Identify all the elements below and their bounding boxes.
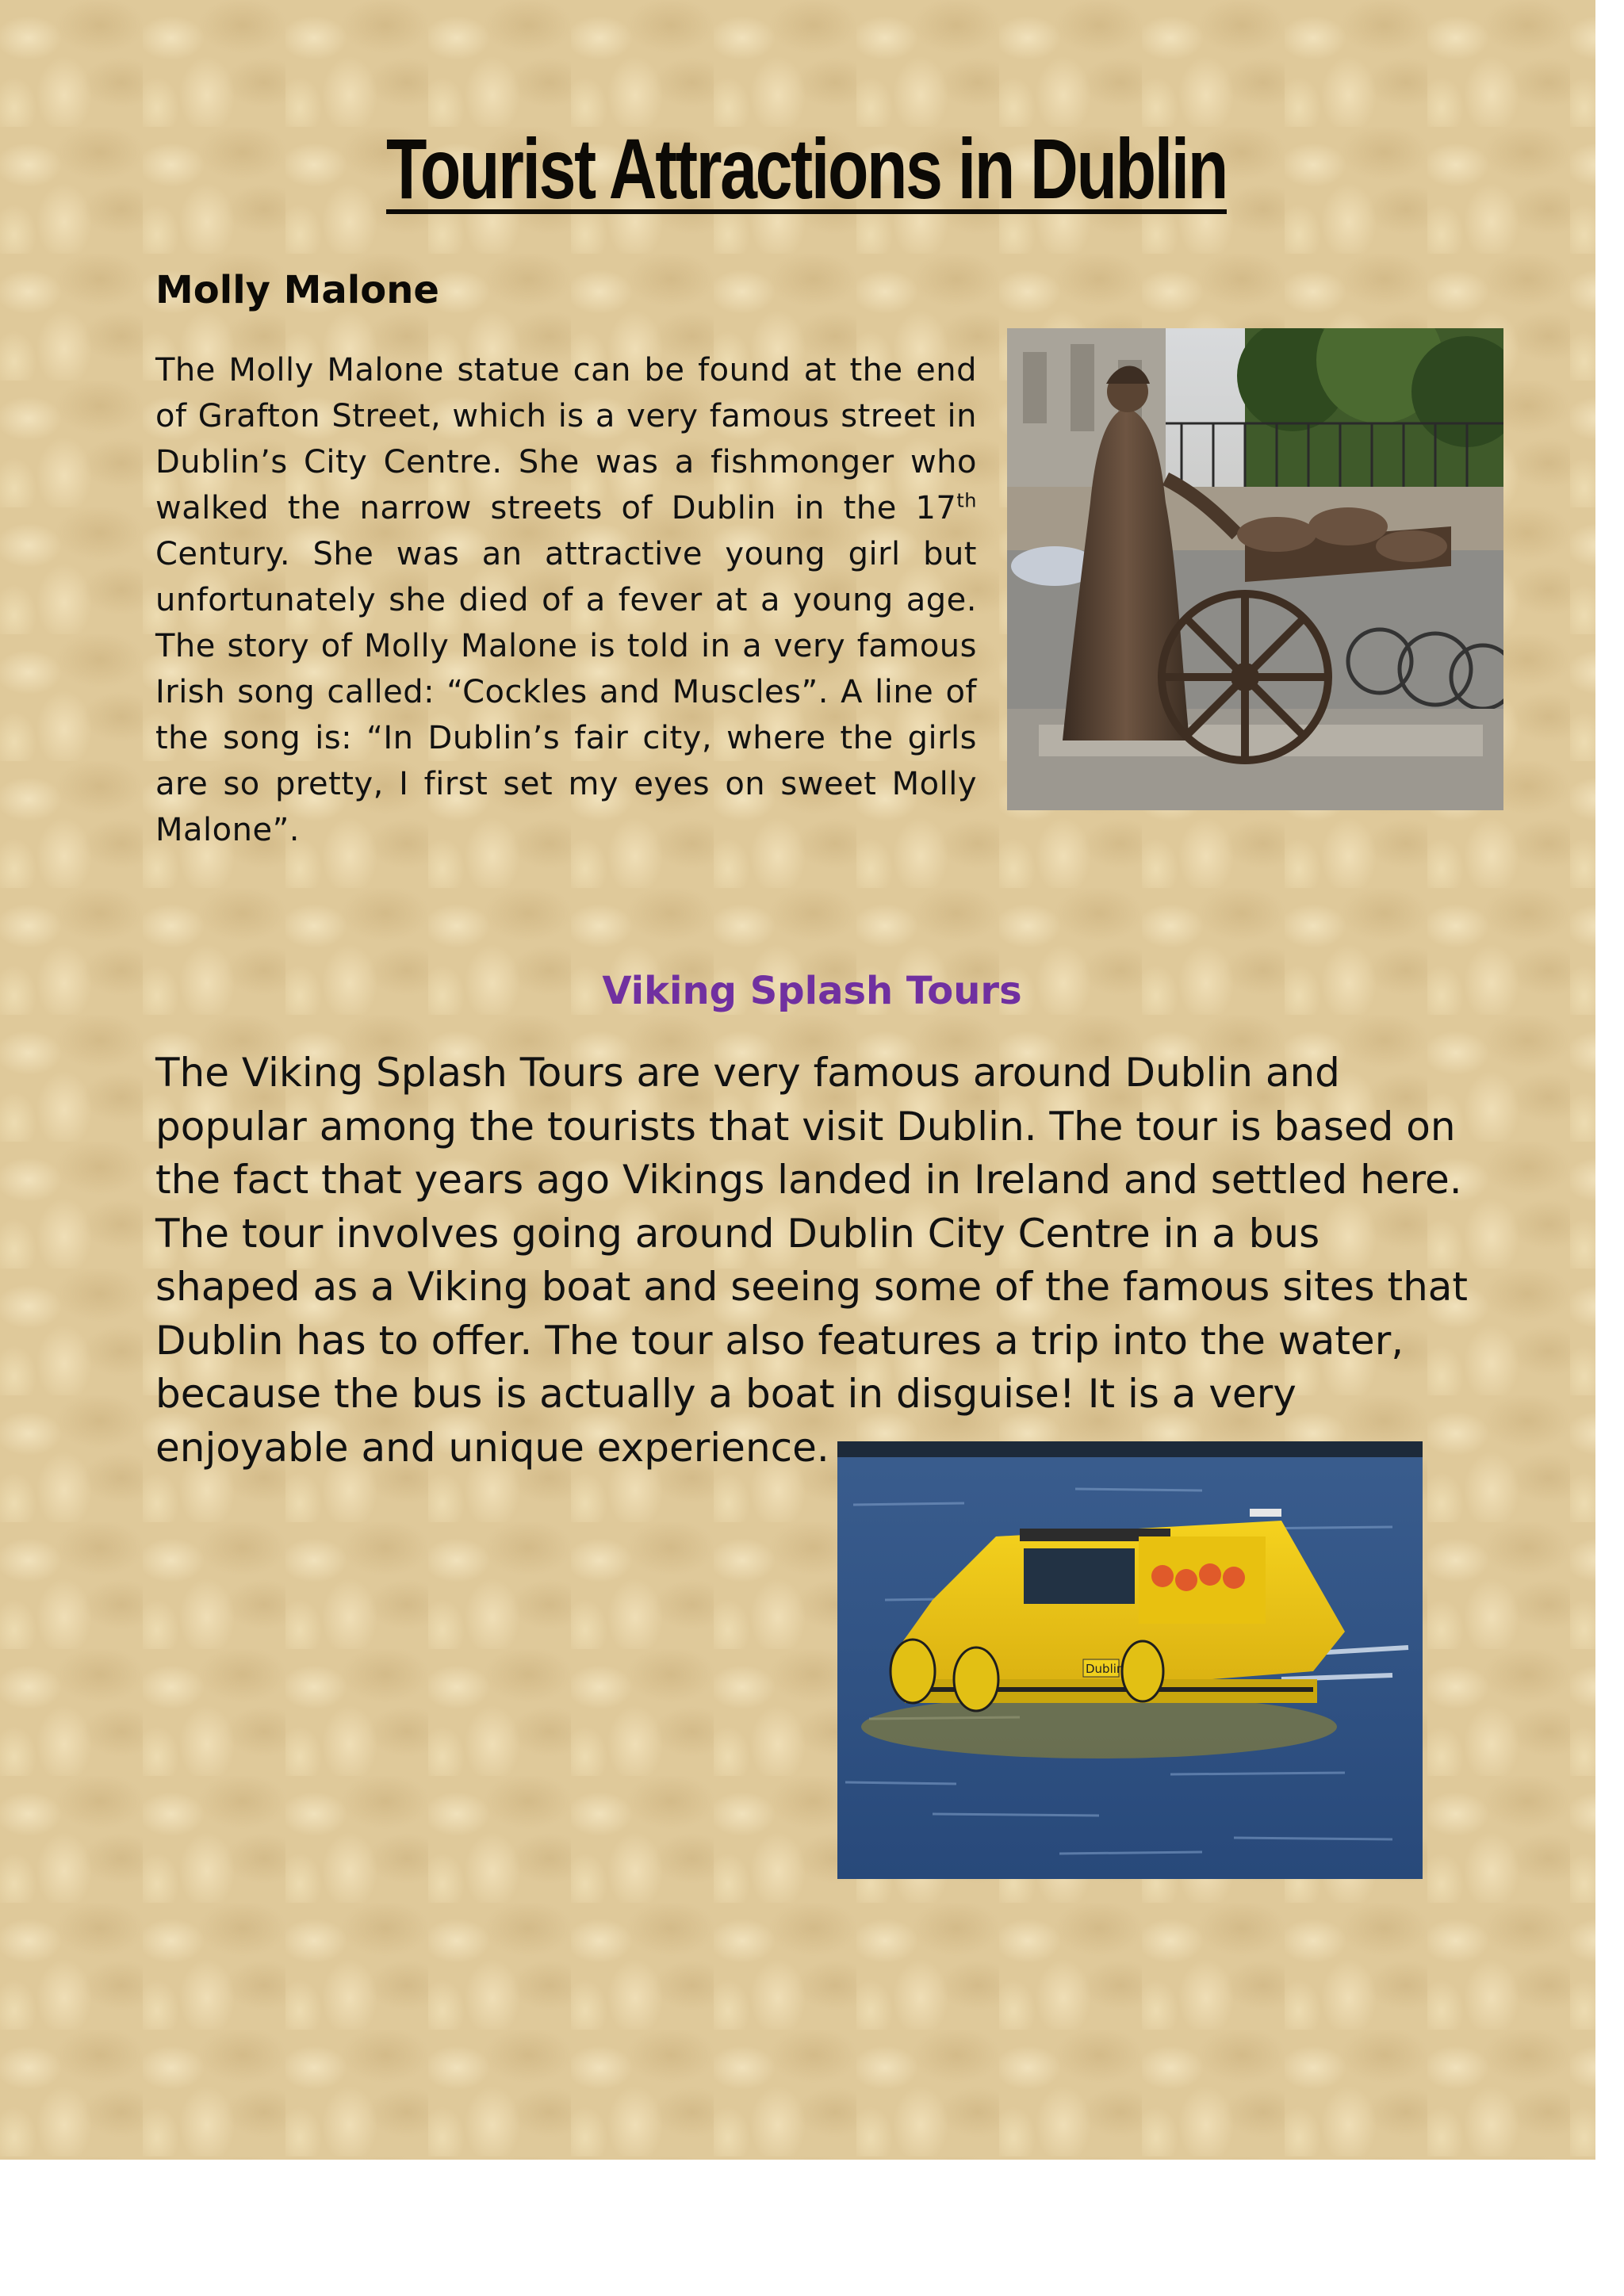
page-title: Tourist Attractions in Dublin (386, 121, 1227, 216)
section-paragraph-viking-splash: The Viking Splash Tours are very famous around Dublin and popular among the tourists that visit Dublin. The tour is based on the fact that years ago Vikings landed in Ireland and settled here. The tour involves going around Dublin City Centre in a bus shaped as a Viking boat and seeing some of the famous sites that Dublin has to offer. The tour also features a trip into the water, because the bus is actually a boat in disguise! It is a very enjoyable and unique experience. (155, 1050, 1469, 1471)
viking-splash-boat-photo (837, 1441, 1423, 1879)
molly-malone-statue-photo (1007, 328, 1503, 810)
section-paragraph-molly-malone (155, 347, 977, 853)
section-heading-molly-malone: Molly Malone (155, 268, 439, 312)
boat-sign-text: Dublin (1086, 1662, 1124, 1676)
section-heading-viking-splash: Viking Splash Tours (602, 969, 1022, 1013)
molly-text-part-2: Century. She was an attractive young girl but unfortunately she died of a fever at a young age. The story of Molly Malone is told in a very famous Irish song called: “Cockles and Muscles”. A line of the song is: “In Dublin’s fair city, where the girls are so pretty, I first set my eyes on sweet Molly Malone”. (155, 536, 977, 848)
superscript-th: th (956, 489, 977, 512)
molly-text-part-1: The Molly Malone statue can be found at the end of Grafton Street, which is a very famous street in Dublin’s City Centre. She was a fishmonger who walked the narrow streets of Dublin in the 17 (155, 352, 977, 526)
